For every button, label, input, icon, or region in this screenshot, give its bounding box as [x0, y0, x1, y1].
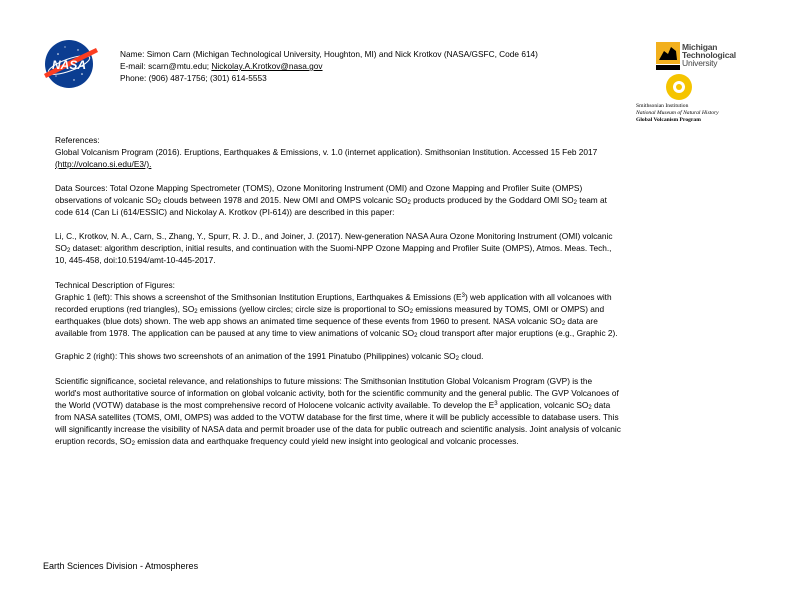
data-sources-line1: Data Sources: Total Ozone Mapping Spectrometer (TOMS), Ozone Monitoring Instrument (OMI) and Ozone Mapping and Profiler Suite (OMPS): [55, 183, 583, 193]
si-line2: National Museum of Natural History: [636, 110, 719, 116]
technical-line3: earthquakes (blue dots) shown. The web app shows an animated time sequence of these events from 1960 to present. NASA volcanic $SO_2$ data are: [55, 316, 598, 327]
si-line3: Global Volcanism Program: [636, 117, 701, 123]
mtu-line2: Technological: [682, 50, 736, 60]
gvp-link[interactable]: (http://volcano.si.edu/E3/).: [55, 159, 152, 169]
technical-heading: Technical Description of Figures:: [55, 280, 175, 290]
paper-line3: 10, 445-458, doi:10.5194/amt-10-445-2017.: [55, 255, 216, 265]
significance-line3: the World (VOTW) database is the most comprehensive record of Holocene volcanic activity available. To develop the $E^3$ application, volcanic $SO_2$ data: [55, 400, 611, 411]
significance-line2: world's most authoritative source of information on global volcanic activity, both for the scientific community and the general public. The GVP Volcanoes of: [55, 388, 619, 398]
email-line: E-mail: scarn@mtu.edu; Nickolay.A.Krotkov@nasa.gov: [120, 61, 323, 71]
technical-line4: available from 1978. The application can be paused at any time to view animations of volcanic $SO_2$ cloud transport after major eruptions (e.g., Graphic 2).: [55, 328, 618, 339]
author-name-line: Name: Simon Carn (Michigan Technological University, Houghton, MI) and Nick Krotkov (NASA/GSFC, Code 614): [120, 49, 538, 59]
smithsonian-logo: [636, 72, 756, 132]
references-heading: References:: [55, 135, 100, 145]
significance-line5: will significantly increase the visibility of NASA data and permit broader use of the data for public outreach and scientific analysis. Joint analysis of volcanic: [55, 424, 621, 434]
nasa-logo: [38, 38, 100, 90]
technical-line1: Graphic 1 (left): This shows a screenshot of the Smithsonian Institution Eruptions, Earthquakes & Emissions $(E^3)$ web application with all volcanoes with: [55, 292, 612, 302]
data-sources-line2: observations of volcanic $SO_2$ clouds between 1978 and 2015. New OMI and OMPS volcanic $SO_2$ products produced by the Goddard OMI $SO_2$ team at: [55, 195, 607, 206]
references-line: Global Volcanism Program (2016). Eruptions, Earthquakes & Emissions, v. 1.0 (internet application). Smithsonian Institution. Accessed 15 Feb 2017: [55, 147, 598, 157]
mtu-logo: [656, 42, 756, 72]
significance-line4: from NASA satellites (TOMS, OMI, OMPS) was added to the VOTW database for the first time, where it will be publicly accessible to database users. This: [55, 412, 619, 422]
graphic2-description: Graphic 2 (right): This shows two screenshots of an animation of the 1991 Pinatubo (Philippines) volcanic $SO_2$ cloud.: [55, 351, 484, 362]
significance-line1: Scientific significance, societal relevance, and relationships to future missions: The Smithsonian Institution Global Volcanism Program (GVP) is the: [55, 376, 593, 386]
mtu-line3: University: [682, 58, 718, 68]
paper-line1: Li, C., Krotkov, N. A., Carn, S., Zhang, Y., Spurr, R. J. D., and Joiner, J. (2017). New-generation NASA Aura Ozone Monitoring Instrument (OMI) volcanic: [55, 231, 613, 241]
significance-line6: eruption records, $SO_2$ emission data and earthquake frequency could yield new insight into geological and volcanic processes.: [55, 436, 519, 447]
phone-line: Phone: (906) 487-1756; (301) 614-5553: [120, 73, 267, 83]
mtu-line1: Michigan: [682, 42, 718, 52]
nasa-logo-text: NASA: [51, 58, 87, 72]
technical-line2: recorded eruptions (red triangles), $SO_2$ emissions (yellow circles; circle size is proportional to $SO_2$ emissions measured by TOMS, OMI or OMPS) and: [55, 304, 605, 315]
si-line1: Smithsonian Institution: [636, 103, 689, 109]
email-link[interactable]: Nickolay.A.Krotkov@nasa.gov: [211, 61, 323, 71]
data-sources-line3: code 614 (Can Li (614/ESSIC) and Nickolay A. Krotkov (PI-614)) are described in this paper:: [55, 207, 395, 217]
paper-line2: $SO_2$ dataset: algorithm description, initial results, and continuation with the Suomi-NPP Ozone Mapping and Profiler Suite (OMPS), Atmos. Meas. Tech.,: [55, 243, 612, 254]
footer-division: Earth Sciences Division - Atmospheres: [43, 561, 199, 571]
